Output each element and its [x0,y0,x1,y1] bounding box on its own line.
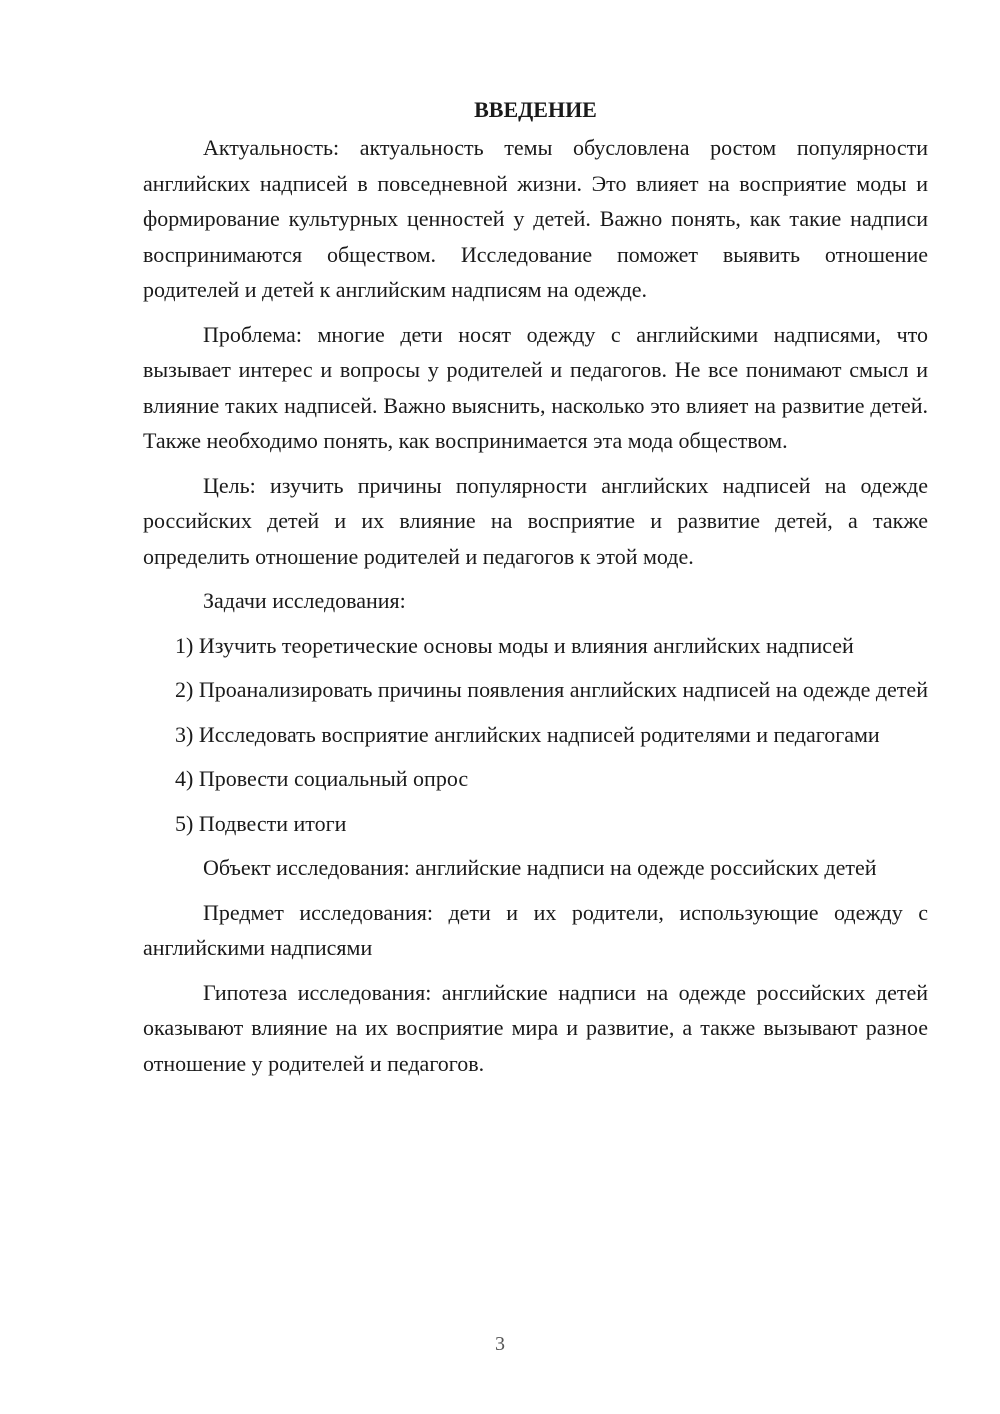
goal-paragraph: Цель: изучить причины популярности английских надписей на одежде российских детей и их влияние на восприятие и развитие детей, а также определить отношение родителей и педагогов к этой моде. [143,472,928,569]
task-item-5: 5) Подвести итоги [175,810,347,836]
hypothesis-paragraph: Гипотеза исследования: английские надписи на одежде российских детей оказывают влияние на их восприятие мира и развитие, а также вызывают разное отношение у родителей и педагогов. [143,979,928,1076]
task-item-4: 4) Провести социальный опрос [175,766,469,791]
page-number: 3 [495,1333,505,1355]
document-page [143,92,928,1090]
subject-paragraph: Предмет исследования: дети и их родители, использующие одежду с английскими надписями [143,899,928,960]
relevance-paragraph: Актуальность: актуальность темы обусловлена ростом популярности английских надписей в повседневной жизни. Это влияет на восприятие моды и формирование культурных ценностей у детей. Важно понять, как такие надписи воспринимаются обществом. Исследование поможет выявить отношение родителей и детей к английским надписям на одежде. [143,135,928,302]
task-item-1: 1) Изучить теоретические основы моды и влияния английских надписей [175,632,854,658]
task-item-2: 2) Проанализировать причины появления английских надписей на одежде детей [175,677,928,702]
object-paragraph: Объект исследования: английские надписи на одежде российских детей [203,855,877,880]
tasks-heading: Задачи исследования: [203,588,406,613]
problem-paragraph: Проблема: многие дети носят одежду с английскими надписями, что вызывает интерес и вопросы у родителей и педагогов. Не все понимают смысл и влияние таких надписей. Важно выяснить, насколько это влияет на развитие детей. Также необходимо понять, как воспринимается эта мода обществом. [143,321,928,453]
task-item-3: 3) Исследовать восприятие английских надписей родителями и педагогами [175,721,880,747]
page-title: ВВЕДЕНИЕ [474,97,597,122]
